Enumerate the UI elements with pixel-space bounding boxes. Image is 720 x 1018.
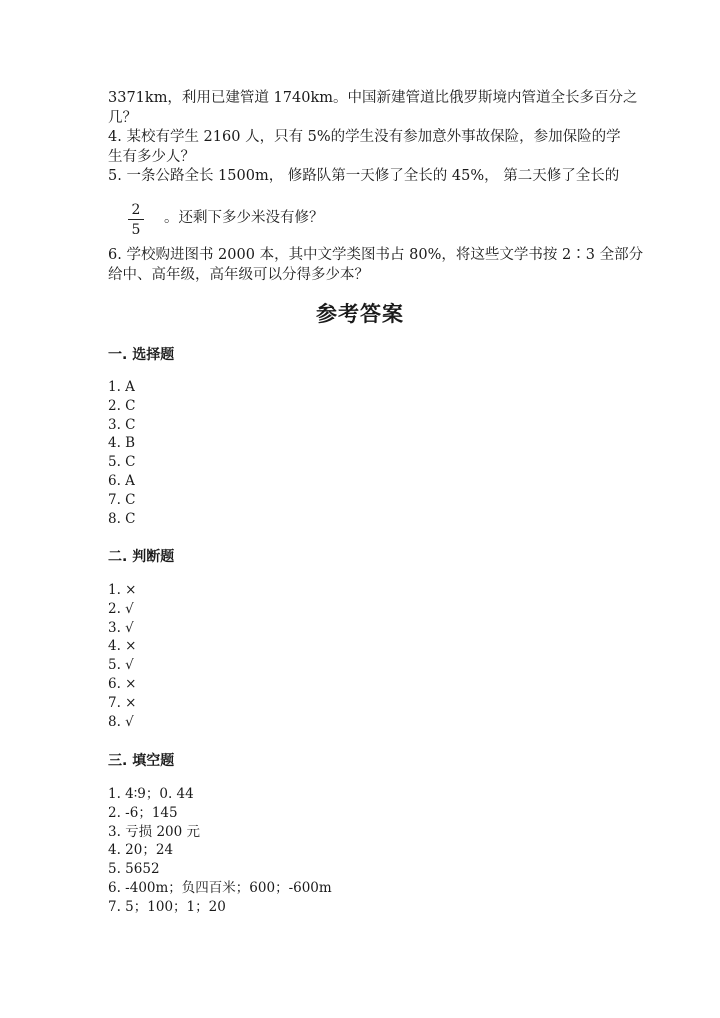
answer-item: 7. C [108,491,136,508]
answer-item: 1. A [108,379,135,395]
fraction-bar [128,219,144,220]
answer-item: 1. 4∶9；0. 44 [108,786,194,802]
answers-title: 参考答案 [316,302,404,326]
answer-item: 8. √ [108,713,134,730]
answer-item: 6. A [108,472,135,489]
answer-item: 4. B [108,435,136,452]
answer-item: 6. -400m；负四百米；600；-600m [108,879,332,896]
answer-item: 3. C [108,416,136,433]
answer-item: 5. C [108,454,136,471]
answer-item: 7. 5；100；1；20 [108,898,226,915]
answer-item: 7. × [108,694,137,711]
answer-item: 8. C [108,510,136,527]
answer-list-fill-in [108,785,332,917]
question-5-line-1: 5. 一条公路全长 1500m， 修路队第一天修了全长的 45%， 第二天修了全长的 [108,168,620,184]
answer-item: 2. √ [108,600,134,617]
fraction-denominator: 5 [131,222,141,238]
question-6-line-2: 给中、高年级，高年级可以分得多少本？ [108,267,369,283]
question-3-line-2: 几？ [108,110,137,126]
answer-item: 1. × [108,582,137,598]
answer-item: 3. 亏损 200 元 [108,823,201,840]
answer-item: 5. √ [108,657,134,674]
question-6-line-1: 6. 学校购进图书 2000 本，其中文学类图书占 80%，将这些文学书按 2∶3 全部分 [108,247,644,263]
answer-item: 4. × [108,638,137,655]
answer-item: 2. C [108,397,136,414]
section-heading-fill-in: 三. 填空题 [108,753,175,769]
section-heading-judgement: 二. 判断题 [108,549,175,565]
answer-list-judgement [108,581,136,731]
answer-list-choice [108,378,136,528]
fraction-two-fifths [128,202,144,238]
question-4-line-1: 4. 某校有学生 2160 人，只有 5%的学生没有参加意外事故保险，参加保险的学 [108,129,621,145]
answer-item: 5. 5652 [108,861,160,878]
answer-item: 4. 20；24 [108,842,174,859]
question-5-line-2: 。还剩下多少米没有修？ [164,210,324,226]
answer-item: 6. × [108,675,137,692]
fraction-numerator: 2 [131,202,141,218]
section-heading-choice: 一. 选择题 [108,347,175,363]
answer-item: 3. √ [108,619,134,636]
question-3-line-1: 3371km，利用已建管道 1740km。中国新建管道比俄罗斯境内管道全长多百分之 [108,90,638,106]
question-4-line-2: 生有多少人？ [108,149,195,165]
answer-item: 2. -6；145 [108,804,178,821]
